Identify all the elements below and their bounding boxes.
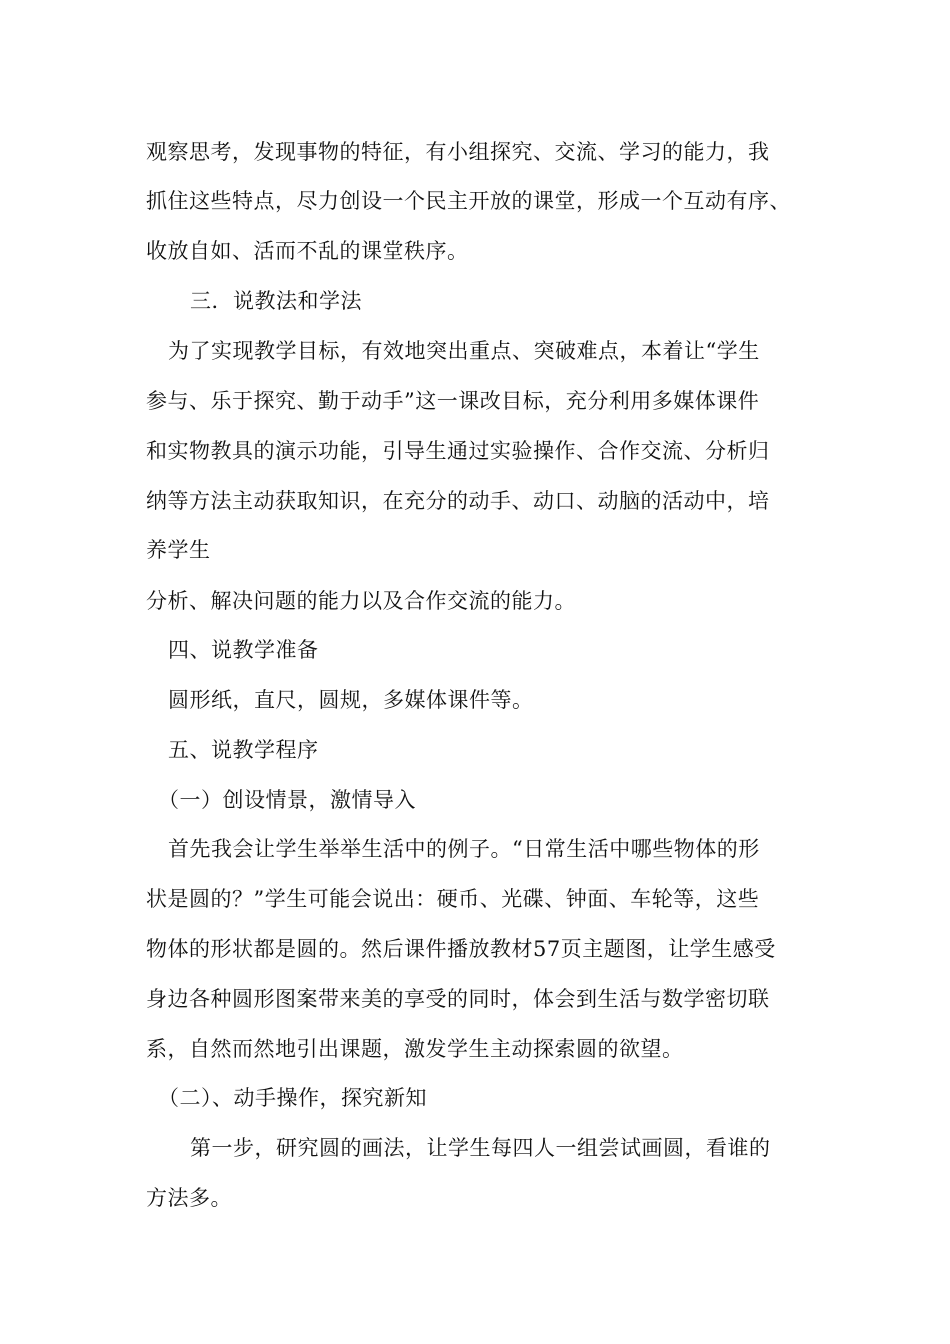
section-heading: 四、说教学准备	[168, 638, 319, 662]
subsection-heading: （一）创设情景，激情导入	[158, 788, 416, 812]
paragraph-line: 圆形纸，直尺，圆规，多媒体课件等。	[168, 688, 534, 712]
paragraph-line: 状是圆的？”学生可能会说出：硬币、光碟、钟面、车轮等，这些	[146, 887, 760, 911]
paragraph-line: 收放自如、活而不乱的课堂秩序。	[146, 239, 469, 263]
paragraph-line: 养学生	[146, 538, 211, 562]
paragraph-line: 为了实现教学目标，有效地突出重点、突破难点，本着让“学生	[168, 339, 760, 363]
subsection-heading: （二）、动手操作，探究新知	[158, 1086, 427, 1110]
paragraph-line: 第一步，研究圆的画法，让学生每四人一组尝试画圆，看谁的	[190, 1136, 771, 1160]
section-heading: 三．说教法和学法	[190, 289, 362, 313]
paragraph-line: 首先我会让学生举举生活中的例子。“日常生活中哪些物体的形	[168, 837, 760, 861]
paragraph-line: 参与、乐于探究、勤于动手”这一课改目标，充分利用多媒体课件	[146, 389, 760, 413]
paragraph-line: 方法多。	[146, 1186, 232, 1210]
paragraph-line: 分析、解决问题的能力以及合作交流的能力。	[146, 589, 576, 613]
paragraph-line: 身边各种圆形图案带来美的享受的同时，体会到生活与数学密切联	[146, 987, 770, 1011]
paragraph-line: 和实物教具的演示功能，引导生通过实验操作、合作交流、分析归	[146, 439, 770, 463]
paragraph-line: 观察思考，发现事物的特征，有小组探究、交流、学习的能力，我	[146, 140, 770, 164]
paragraph-line: 抓住这些特点，尽力创设一个民主开放的课堂，形成一个互动有序、	[146, 189, 791, 213]
paragraph-line: 系，自然而然地引出课题，激发学生主动探索圆的欲望。	[146, 1037, 684, 1061]
paragraph-line: 纳等方法主动获取知识，在充分的动手、动口、动脑的活动中，培	[146, 489, 770, 513]
section-heading: 五、说教学程序	[168, 738, 319, 762]
paragraph-line: 物体的形状都是圆的。然后课件播放教材57页主题图，让学生感受	[146, 937, 776, 961]
